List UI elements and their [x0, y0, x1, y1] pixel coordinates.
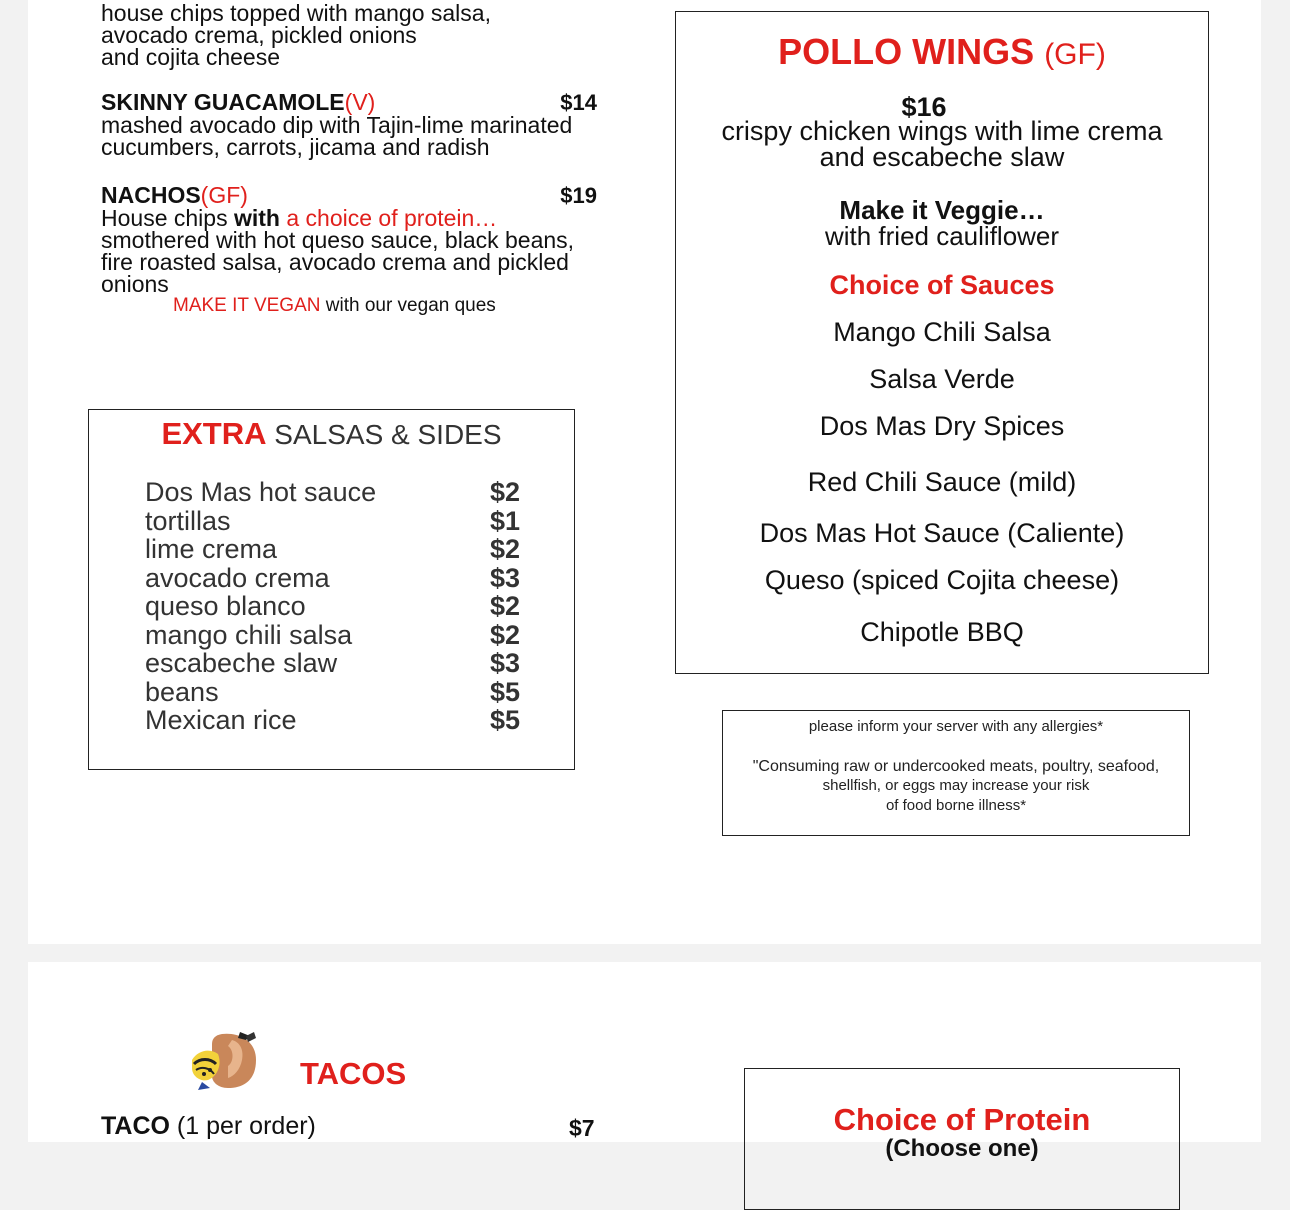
- desc-text: House chips: [101, 205, 234, 231]
- desc-line: avocado crema, pickled onions: [101, 22, 417, 48]
- protein-title: Choice of Protein: [833, 1102, 1091, 1137]
- desc-line: house chips topped with mango salsa,: [101, 0, 491, 26]
- vegan-note: [173, 295, 601, 317]
- desc-line: [101, 207, 601, 229]
- pollo-title: [676, 31, 1208, 73]
- side-price: $3: [489, 562, 520, 593]
- sauces-title: Choice of Sauces: [829, 270, 1055, 300]
- side-name: avocado crema: [145, 562, 330, 593]
- item-price: $14: [560, 90, 597, 115]
- item-tag: (V): [344, 89, 376, 115]
- sauce-item: Queso (spiced Cojita cheese): [764, 565, 1120, 595]
- side-price: $1: [489, 505, 520, 536]
- side-item: [145, 478, 520, 507]
- vegan-label: MAKE IT VEGAN: [173, 295, 321, 316]
- vegan-text: with our vegan ques: [320, 295, 496, 316]
- allergy-line: shellfish, or eggs may increase your risk: [822, 777, 1090, 794]
- extras-title-rest: SALSAS & SIDES: [266, 419, 502, 450]
- desc-line: onions: [101, 271, 169, 297]
- house-chips-description: [101, 2, 491, 68]
- sauce-item: Mango Chili Salsa: [833, 317, 1051, 347]
- item-qty: (1 per order): [169, 1112, 316, 1140]
- side-name: escabeche slaw: [145, 648, 338, 678]
- desc-red: a choice of protein…: [279, 205, 498, 231]
- side-item: [145, 621, 520, 650]
- desc-line: cucumbers, carrots, jicama and radish: [101, 134, 490, 160]
- menu-item-nachos: [101, 183, 601, 317]
- tacos-heading: TACOS: [300, 1056, 407, 1091]
- side-name: beans: [145, 676, 219, 707]
- taco-item: [101, 1112, 316, 1141]
- side-name: tortillas: [145, 505, 231, 536]
- desc-line: crispy chicken wings with lime crema: [721, 116, 1163, 146]
- desc-line: and cojita cheese: [101, 44, 281, 70]
- pollo-price: $16: [901, 92, 947, 122]
- desc-line: fire roasted salsa, avocado crema and pickled: [101, 249, 569, 275]
- desc-line: smothered with hot queso sauce, black beans,: [101, 227, 575, 253]
- veggie-description: with fried cauliflower: [824, 221, 1060, 251]
- side-price: $2: [489, 591, 520, 621]
- side-item: [145, 649, 520, 678]
- item-title: [101, 90, 597, 114]
- desc-line: and escabeche slaw: [819, 142, 1065, 172]
- protein-box: [744, 1068, 1180, 1210]
- allergy-line: of food borne illness*: [885, 797, 1027, 814]
- item-price: $7: [569, 1115, 595, 1141]
- side-name: Mexican rice: [145, 705, 297, 735]
- allergy-line: please inform your server with any allergies*: [808, 718, 1104, 735]
- side-item: [145, 564, 520, 593]
- item-name: SKINNY GUACAMOLE: [101, 89, 345, 115]
- allergy-line: "Consuming raw or undercooked meats, poultry, seafood,: [752, 758, 1160, 775]
- veggie-title: Make it Veggie…: [839, 195, 1045, 225]
- sauce-item: Salsa Verde: [869, 364, 1015, 394]
- menu-page-1: [28, 0, 1261, 944]
- sauce-item: Red Chili Sauce (mild): [807, 467, 1077, 497]
- sauce-item: Chipotle BBQ: [860, 617, 1024, 647]
- item-name: NACHOS: [101, 182, 201, 208]
- side-item: [145, 507, 520, 536]
- side-price: $3: [489, 648, 520, 678]
- menu-page-2: [28, 962, 1261, 1162]
- side-item: [145, 706, 520, 735]
- menu-item-guacamole: [101, 90, 597, 158]
- side-item: [145, 678, 520, 707]
- side-name: queso blanco: [145, 591, 306, 621]
- extras-title: [89, 416, 574, 452]
- side-price: $5: [489, 676, 520, 707]
- side-item: [145, 592, 520, 621]
- side-name: Dos Mas hot sauce: [145, 477, 377, 507]
- pollo-tag: (GF): [1044, 38, 1106, 71]
- allergy-notice: [722, 710, 1190, 836]
- pollo-description: [676, 118, 1208, 170]
- desc-bold: with: [233, 205, 280, 231]
- item-tag: (GF): [200, 182, 248, 208]
- item-name: TACO: [101, 1112, 170, 1140]
- side-name: mango chili salsa: [145, 619, 353, 650]
- taco-mascot-icon: [188, 1030, 260, 1092]
- item-title: [101, 183, 601, 207]
- sauce-item: Dos Mas Hot Sauce (Caliente): [759, 518, 1125, 548]
- side-price: $2: [489, 477, 520, 507]
- protein-subtitle: (Choose one): [885, 1135, 1039, 1162]
- item-price: $19: [560, 183, 597, 208]
- pollo-wings-box: [675, 11, 1209, 674]
- extras-box: [88, 409, 575, 770]
- extras-title-red: EXTRA: [161, 416, 267, 451]
- side-name: lime crema: [145, 534, 278, 564]
- pollo-title-text: POLLO WINGS: [778, 31, 1035, 72]
- side-price: $2: [489, 534, 520, 564]
- side-price: $2: [489, 619, 520, 650]
- desc-line: mashed avocado dip with Tajin-lime marinated: [101, 112, 573, 138]
- side-item: [145, 535, 520, 564]
- sauce-item: Dos Mas Dry Spices: [819, 411, 1065, 441]
- side-price: $5: [489, 705, 520, 735]
